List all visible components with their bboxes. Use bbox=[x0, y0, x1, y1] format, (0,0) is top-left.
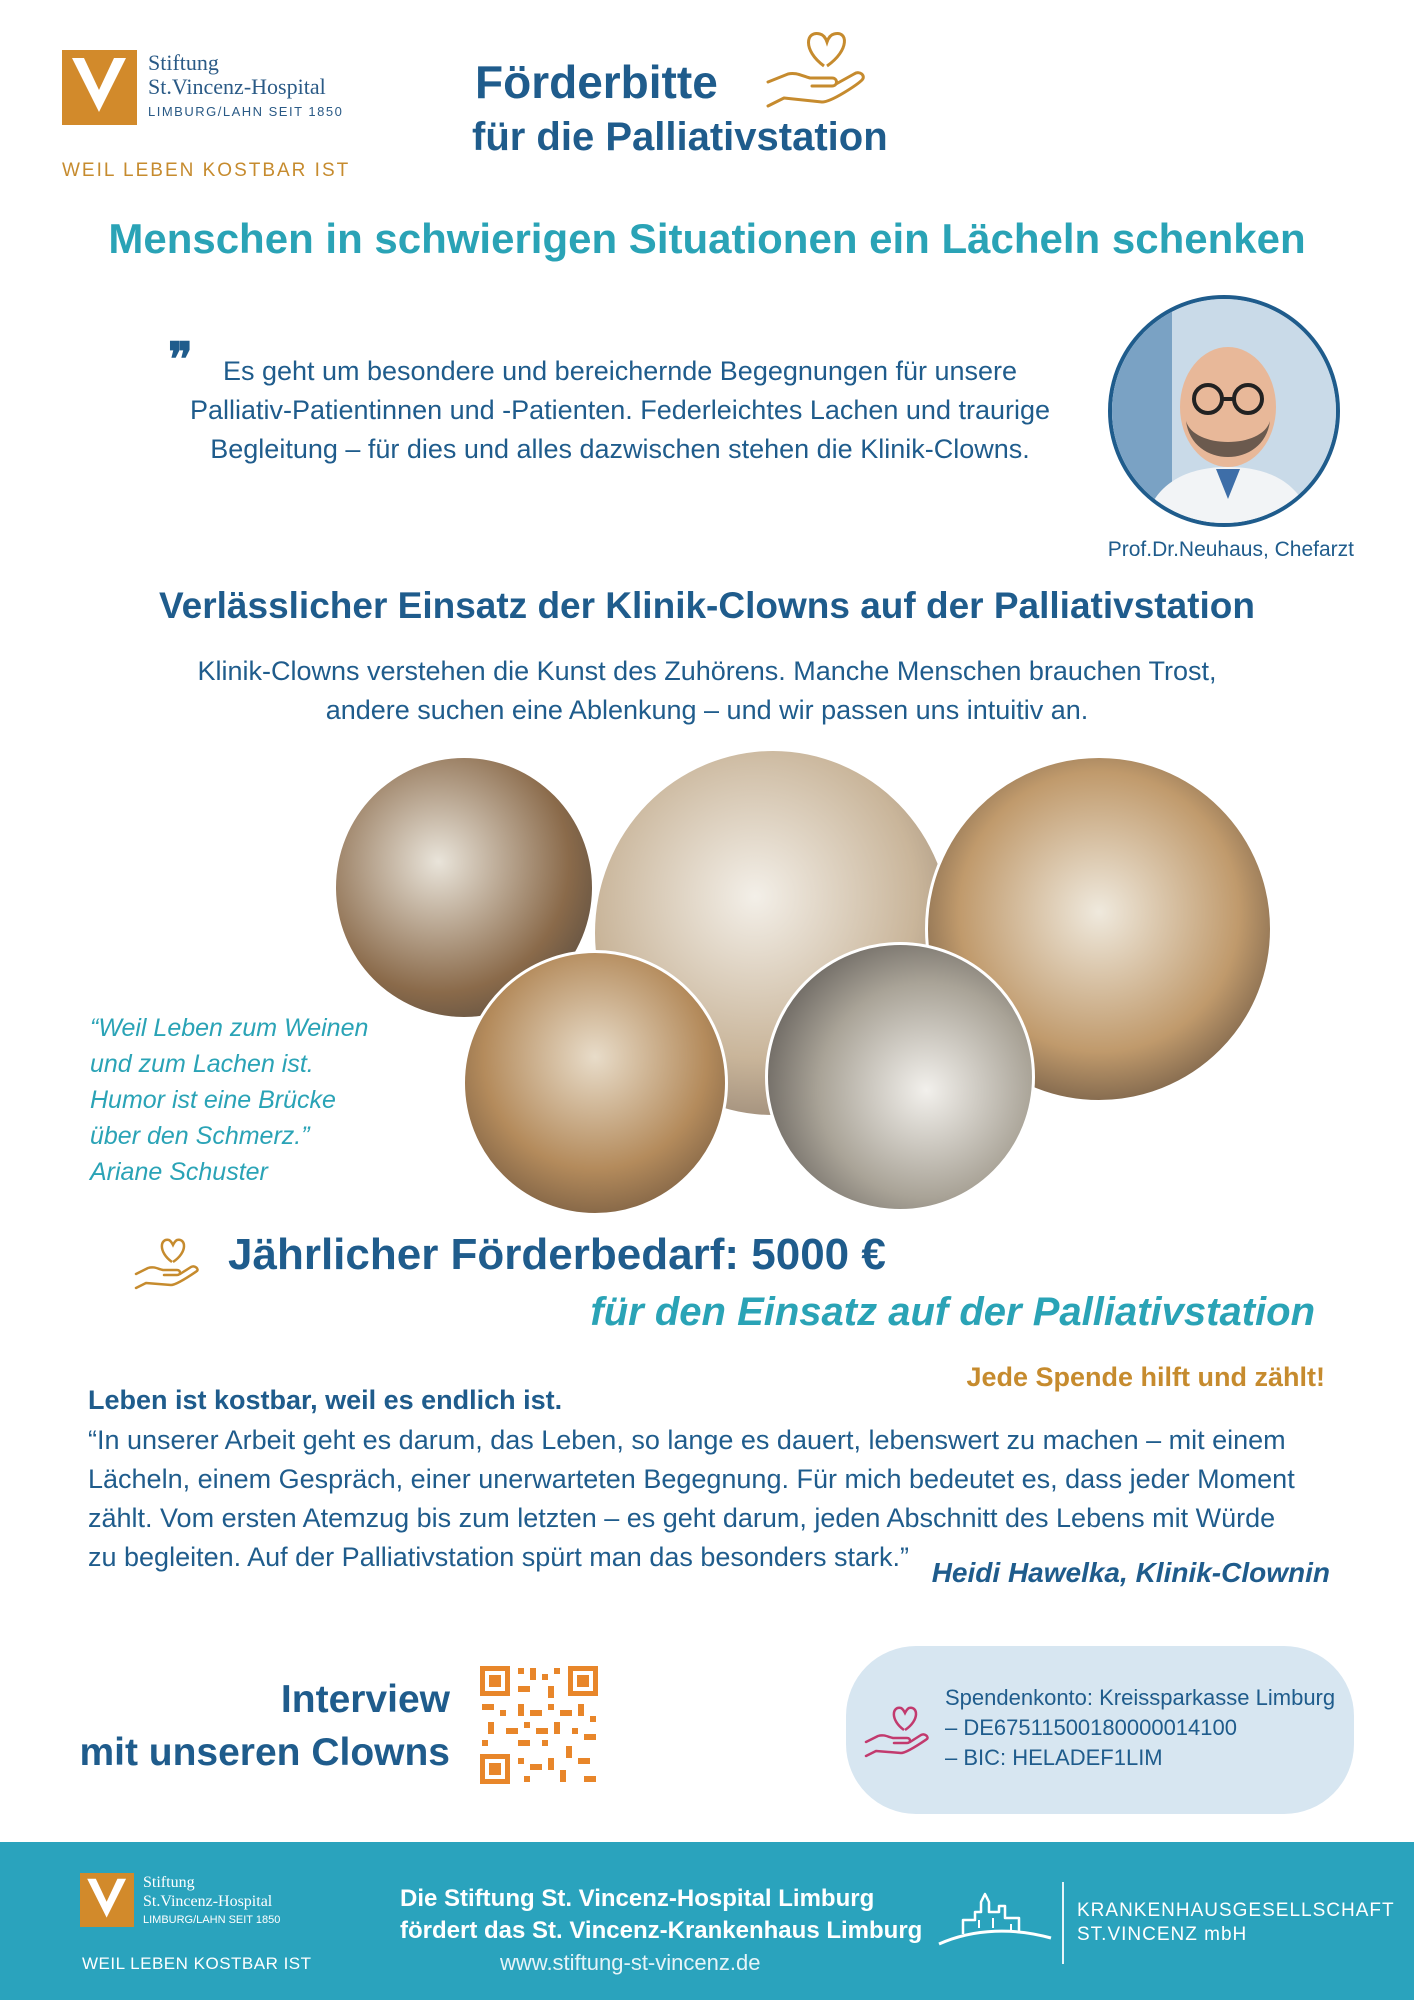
side-quote bbox=[90, 1010, 430, 1190]
doctor-quote-line-2: Palliativ-Patientinnen und -Patienten. Federleichtes Lachen und traurige bbox=[189, 395, 1051, 425]
life-quote-author: Heidi Hawelka, Klinik-Clownin bbox=[931, 1557, 1330, 1588]
donation-account-text bbox=[945, 1683, 1335, 1773]
footer-right-line-2: ST.VINCENZ mbH bbox=[1077, 1924, 1248, 1945]
footer-logo-line-3: LIMBURG/LAHN SEIT 1850 bbox=[143, 1914, 281, 1926]
footer-center-line-2: fördert das St. Vincenz-Krankenhaus Limburg bbox=[400, 1917, 923, 1944]
side-quote-line-1: “Weil Leben zum Weinen bbox=[90, 1014, 369, 1042]
logo-line-1: Stiftung bbox=[148, 50, 219, 75]
funding-need-subtitle: für den Einsatz auf der Palliativstation bbox=[590, 1290, 1315, 1334]
logo-line-2: St.Vincenz-Hospital bbox=[148, 74, 326, 99]
doctor-quote bbox=[160, 352, 1080, 469]
life-quote-line-3: zählt. Vom ersten Atemzug bis zum letzten – es geht darum, jeden Abschnitt des Lebens mit Würde bbox=[88, 1503, 1276, 1533]
section-text bbox=[150, 652, 1264, 730]
side-quote-line-4: über den Schmerz.” bbox=[90, 1122, 310, 1150]
heart-hand-icon bbox=[132, 1234, 202, 1292]
life-quote-line-2: Lächeln, einem Gespräch, einer unerwarteten Begegnung. Für mich bedeutet es, dass jeder Moment bbox=[88, 1464, 1295, 1494]
life-quote-line-4: zu begleiten. Auf der Palliativstation spürt man das besonders stark.” bbox=[88, 1542, 909, 1572]
life-quote-line-1: “In unserer Arbeit geht es darum, das Leben, so lange es dauert, lebenswert zu machen – mit einem bbox=[88, 1425, 1286, 1455]
castle-icon bbox=[935, 1888, 1055, 1950]
donation-account-line-1: Spendenkonto: Kreissparkasse Limburg bbox=[945, 1685, 1336, 1710]
interview-line-2: mit unseren Clowns bbox=[79, 1731, 450, 1774]
doctor-caption: Prof.Dr.Neuhaus, Chefarzt bbox=[1107, 538, 1354, 561]
side-quote-author: Ariane Schuster bbox=[90, 1158, 268, 1186]
every-donation-text: Jede Spende hilft und zählt! bbox=[966, 1362, 1325, 1392]
headline: Menschen in schwierigen Situationen ein Lächeln schenken bbox=[108, 215, 1306, 262]
footer-url-link[interactable]: www.stiftung-st-vincenz.de bbox=[500, 1950, 761, 1975]
quote-mark: ❞ bbox=[168, 334, 193, 385]
logo-line-3: LIMBURG/LAHN SEIT 1850 bbox=[148, 104, 344, 119]
life-heading: Leben ist kostbar, weil es endlich ist. bbox=[88, 1385, 563, 1415]
footer-center-line-1: Die Stiftung St. Vincenz-Hospital Limburg bbox=[400, 1885, 875, 1912]
life-quote bbox=[88, 1421, 1348, 1577]
page-subtitle: für die Palliativstation bbox=[472, 115, 888, 159]
footer-divider bbox=[1062, 1882, 1064, 1964]
footer-right-line-1: KRANKENHAUSGESELLSCHAFT bbox=[1077, 1900, 1395, 1921]
logo-tagline: WEIL LEBEN KOSTBAR IST bbox=[62, 160, 351, 181]
funding-need-title: Jährlicher Förderbedarf: 5000 € bbox=[228, 1230, 886, 1279]
qr-code[interactable] bbox=[478, 1664, 600, 1786]
doctor-quote-line-3: Begleitung – für dies und alles dazwischen stehen die Klinik-Clowns. bbox=[210, 434, 1030, 464]
footer-logo-line-2: St.Vincenz-Hospital bbox=[143, 1893, 273, 1910]
doctor-quote-line-1: Es geht um besondere und bereichernde Begegnungen für unsere bbox=[222, 356, 1018, 386]
section-title: Verlässlicher Einsatz der Klinik-Clowns auf der Palliativstation bbox=[159, 585, 1255, 626]
section-text-line-2: andere suchen eine Ablenkung – und wir passen uns intuitiv an. bbox=[325, 695, 1089, 725]
heart-hand-icon bbox=[862, 1700, 934, 1762]
interview-label bbox=[60, 1673, 450, 1779]
side-quote-line-2: und zum Lachen ist. bbox=[90, 1050, 314, 1078]
section-text-line-1: Klinik-Clowns verstehen die Kunst des Zuhörens. Manche Menschen brauchen Trost, bbox=[197, 656, 1217, 686]
doctor-photo bbox=[1108, 295, 1340, 527]
logo-mark bbox=[62, 50, 137, 125]
interview-line-1: Interview bbox=[280, 1678, 450, 1721]
clown-photo-5 bbox=[765, 942, 1035, 1212]
side-quote-line-3: Humor ist eine Brücke bbox=[90, 1086, 336, 1114]
page-title: Förderbitte bbox=[475, 56, 718, 108]
footer-logo-mark bbox=[80, 1873, 134, 1927]
footer-logo-line-1: Stiftung bbox=[143, 1874, 195, 1891]
heart-hand-icon bbox=[762, 22, 870, 114]
donation-account-iban: – DE67511500180000014100 bbox=[945, 1715, 1237, 1740]
footer-tagline: WEIL LEBEN KOSTBAR IST bbox=[82, 1954, 312, 1973]
clown-photo-4 bbox=[462, 950, 728, 1216]
donation-account-bic: – BIC: HELADEF1LIM bbox=[945, 1745, 1163, 1770]
